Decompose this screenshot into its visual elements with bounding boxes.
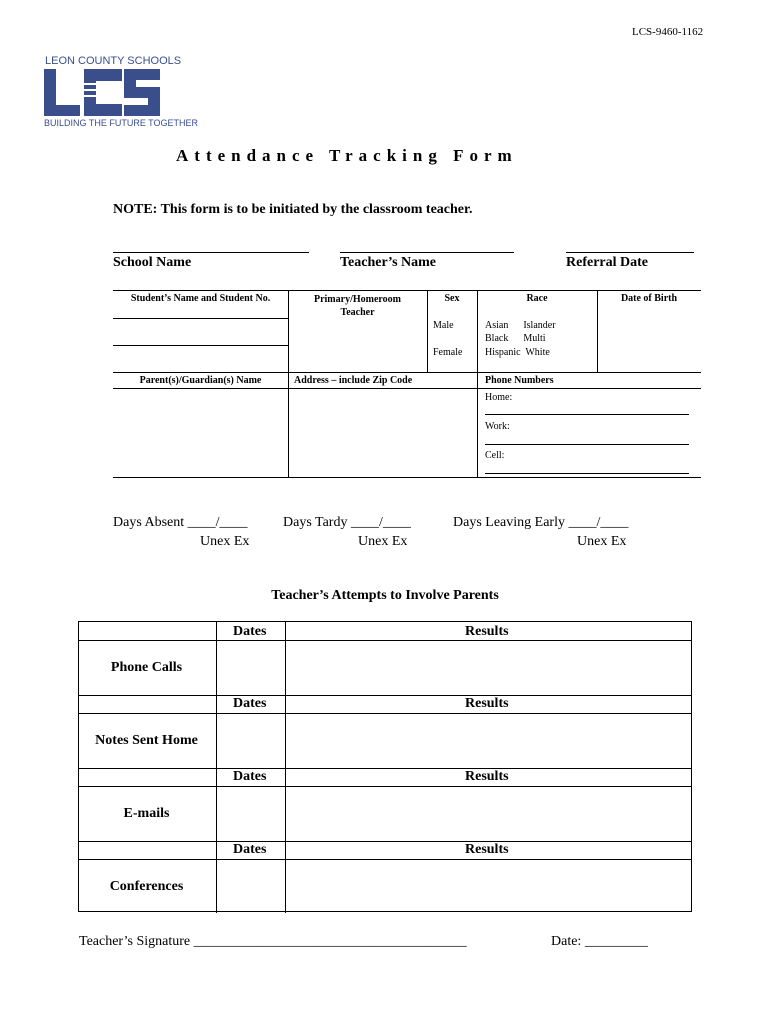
days-leaving-early[interactable]: Days Leaving Early ____/____ — [453, 515, 629, 530]
school-name-label: School Name — [113, 255, 192, 270]
race-options-row1[interactable]: Asian Islander — [485, 320, 556, 331]
phone-calls-results-header: Results — [465, 624, 509, 639]
lcs-logo-icon — [44, 69, 160, 116]
phone-home-label: Home: — [485, 392, 513, 403]
col-parent-header: Parent(s)/Guardian(s) Name — [139, 375, 262, 386]
signature-date[interactable]: Date: _________ — [551, 934, 648, 949]
emails-label: E-mails — [123, 806, 170, 821]
phone-calls-label: Phone Calls — [110, 660, 183, 675]
col-phone-header: Phone Numbers — [485, 375, 554, 386]
student-name-line[interactable] — [113, 345, 288, 346]
conferences-label: Conferences — [109, 879, 184, 894]
phone-work-label: Work: — [485, 421, 510, 432]
school-name-line[interactable] — [113, 252, 309, 253]
sex-option-male[interactable]: Male — [433, 320, 454, 331]
phone-cell-label: Cell: — [485, 450, 505, 461]
col-teacher-header: Primary/Homeroom Teacher — [313, 294, 401, 318]
form-note: NOTE: This form is to be initiated by the classroom teacher. — [113, 202, 473, 217]
phone-calls-dates-header: Dates — [233, 624, 267, 639]
form-title: Attendance Tracking Form — [176, 146, 518, 165]
referral-date-line[interactable] — [566, 252, 694, 253]
days-absent[interactable]: Days Absent ____/____ — [113, 515, 248, 530]
logo-org-name: LEON COUNTY SCHOOLS — [45, 55, 182, 67]
col-race-header: Race — [526, 293, 548, 304]
teacher-name-line[interactable] — [340, 252, 514, 253]
teacher-signature[interactable]: Teacher’s Signature _______________________________________ — [79, 934, 467, 949]
col-dob-header: Date of Birth — [620, 293, 678, 304]
days-absent-sublabel: Unex Ex — [200, 534, 250, 549]
teacher-name-label: Teacher’s Name — [340, 255, 437, 270]
col-sex-header: Sex — [444, 293, 460, 304]
emails-results-header: Results — [465, 769, 509, 784]
phone-cell-line[interactable] — [485, 473, 689, 474]
phone-home-line[interactable] — [485, 414, 689, 415]
attempts-heading: Teacher’s Attempts to Involve Parents — [271, 588, 499, 603]
emails-dates-header: Dates — [233, 769, 267, 784]
conferences-dates-header: Dates — [233, 842, 267, 857]
conferences-results-header: Results — [465, 842, 509, 857]
col-address-header: Address – include Zip Code — [294, 375, 413, 386]
sex-option-female[interactable]: Female — [433, 347, 463, 358]
days-tardy[interactable]: Days Tardy ____/____ — [283, 515, 411, 530]
days-tardy-sublabel: Unex Ex — [358, 534, 408, 549]
race-options-row2[interactable]: Black Multi — [485, 333, 546, 344]
phone-work-line[interactable] — [485, 444, 689, 445]
notes-dates-header: Dates — [233, 696, 267, 711]
notes-sent-home-label: Notes Sent Home — [95, 733, 198, 748]
col-student-header: Student’s Name and Student No. — [130, 293, 271, 304]
referral-date-label: Referral Date — [566, 255, 649, 270]
race-options-row3[interactable]: Hispanic White — [485, 347, 550, 358]
days-leaving-sublabel: Unex Ex — [577, 534, 627, 549]
form-id: LCS-9460-1162 — [632, 26, 704, 38]
logo-tagline: BUILDING THE FUTURE TOGETHER — [44, 118, 199, 128]
notes-results-header: Results — [465, 696, 509, 711]
